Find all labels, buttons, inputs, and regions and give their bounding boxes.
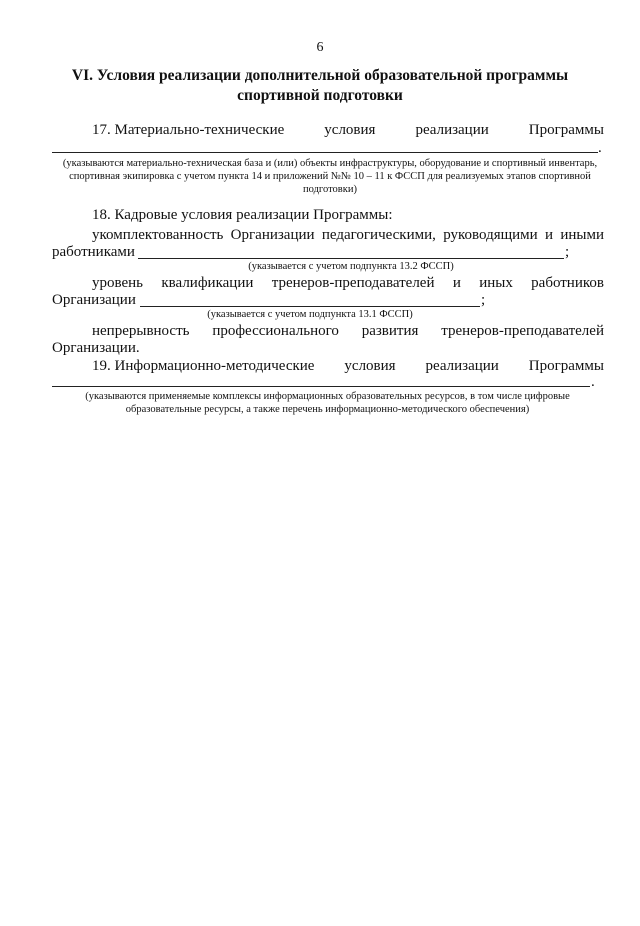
item-17-word: условия (324, 122, 376, 138)
item-17-end-punct: . (598, 140, 602, 156)
item-19-word: Программы (528, 358, 604, 374)
item-19-word: условия (344, 358, 396, 374)
item-18-qualification-line-2: Организации (52, 292, 136, 308)
item-18-continuity-word: развития (361, 323, 419, 339)
item-17-line (92, 121, 604, 139)
page-number: 6 (316, 40, 324, 55)
item-18-qualification-word: работников (531, 275, 604, 291)
item-18-qualification-word: тренеров-преподавателей (271, 275, 435, 291)
item-18-staffing-line-2: работниками (52, 244, 135, 260)
item-18-staffing-end: ; (565, 244, 570, 260)
item-18-staffing-fill-line (138, 258, 564, 259)
item-18-qualification-end: ; (481, 292, 486, 308)
item-18-qualification-fill-line (140, 306, 480, 307)
item-19-end-punct: . (591, 374, 595, 390)
item-19-note: (указываются применяемые комплексы информационных образовательных ресурсов, в том числе цифровые образовательные ресурсы, а также перечень информационно-методического обеспечения) (85, 391, 570, 415)
item-18-staffing-note: (указывается с учетом подпункта 13.2 ФССП) (248, 261, 454, 272)
item-18-qualification-line-1 (92, 274, 604, 292)
item-18-qualification-word: квалификации (161, 275, 254, 291)
item-18-qualification-word: иных (479, 275, 513, 291)
item-18-qualification-note: (указывается с учетом подпункта 13.1 ФССП) (207, 309, 413, 320)
item-18-continuity-word: непрерывность (92, 323, 190, 339)
item-18-qualification-word: уровень (92, 275, 144, 291)
section-heading-line-1: VI. Условия реализации дополнительной образовательной программы (71, 67, 569, 84)
item-18-continuity-word: профессионального (212, 323, 339, 339)
item-18-title: 18. Кадровые условия реализации Программы: (92, 207, 393, 223)
item-18-staffing-line-1: укомплектованность Организации педагогическими, руководящими и иными (92, 227, 604, 243)
item-18-continuity-word: тренеров-преподавателей (441, 323, 604, 339)
section-heading (70, 66, 570, 106)
item-18-continuity-line-2: Организации. (52, 340, 140, 356)
item-18-continuity-line-1 (92, 322, 604, 340)
item-18-qualification-word: и (452, 275, 461, 291)
item-17-word: реализации (415, 122, 489, 138)
item-19-word: 19. Информационно-методические (92, 358, 315, 374)
item-17-word: Программы (528, 122, 604, 138)
item-17-note: (указываются материально-техническая база и (или) объекты инфраструктуры, оборудование и спортивный инвентарь, спортивная экипировка с учетом пункта 14 и приложений №№ 10 – 11 к ФССП для реализуемых этапов спортивной подготовки) (62, 158, 598, 195)
item-19-word: реализации (425, 358, 499, 374)
item-19-fill-line (52, 386, 590, 387)
section-heading-line-2: спортивной подготовки (237, 87, 403, 104)
item-17-fill-line (52, 152, 598, 153)
item-17-word: 17. Материально-технические (92, 122, 285, 138)
item-19-line (92, 357, 604, 375)
